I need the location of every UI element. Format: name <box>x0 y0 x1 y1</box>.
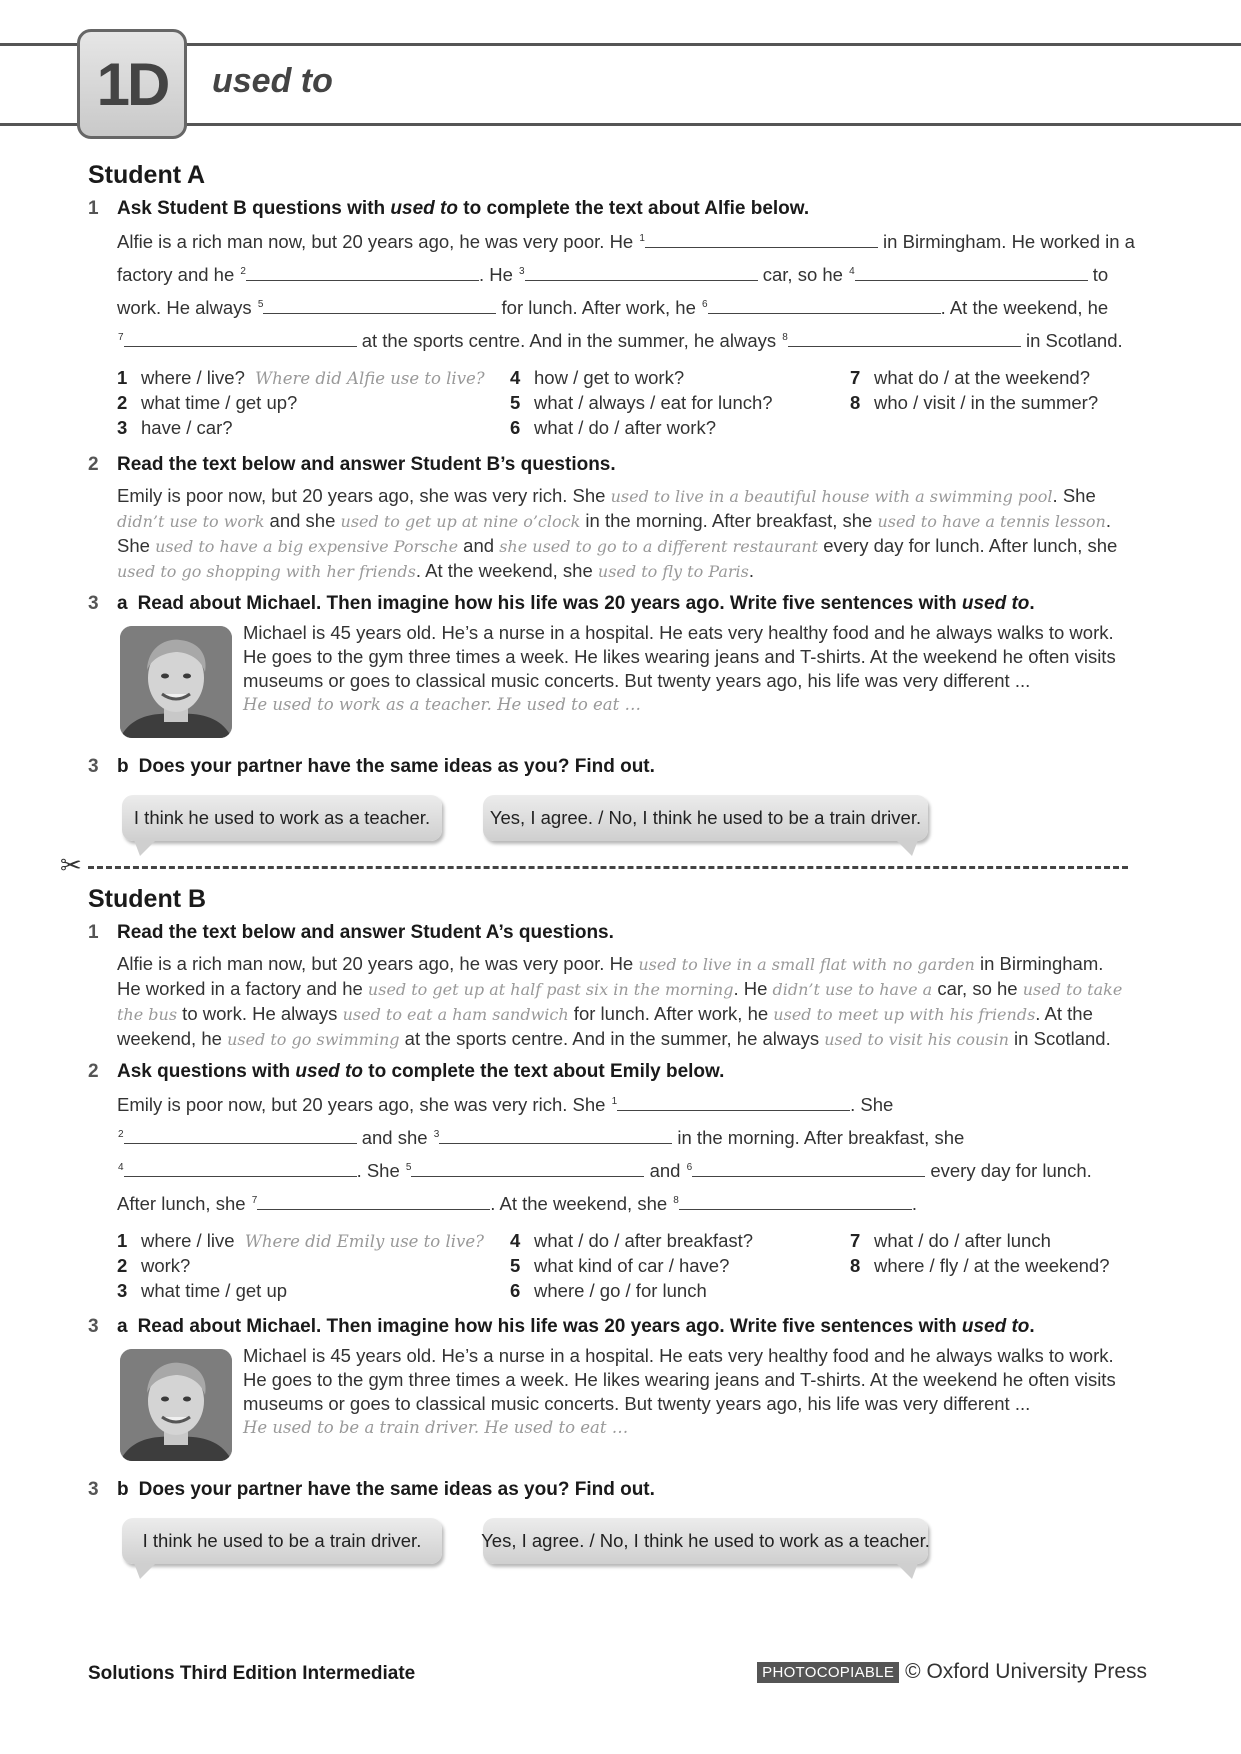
question-item: 7 what / do / after lunch <box>850 1230 1051 1251</box>
question-item: 3 what time / get up <box>117 1280 288 1301</box>
student-b-heading: Student B <box>88 885 207 913</box>
exercise-instruction: b Does your partner have the same ideas as you? Find out. <box>117 1479 655 1500</box>
exercise-instruction: a Read about Michael. Then imagine how his life was 20 years ago. Write five sentences with used to. <box>117 1316 1035 1337</box>
exercise-instruction: Read the text below and answer Student A’s questions. <box>117 922 614 943</box>
answer-blank[interactable] <box>257 1194 490 1210</box>
gap-text-line: $^7$ at the sports centre. And in the summer, he always $^8$ in Scotland. <box>118 330 1123 351</box>
exercise-number: 2 <box>88 454 99 475</box>
scissors-icon: ✂ <box>60 850 82 880</box>
gap-text-line: work. He always $^5$ for lunch. After work, he $^6$ . At the weekend, he <box>117 297 1109 318</box>
gap-text-line: $^2$ and she $^3$ in the morning. After breakfast, she <box>118 1127 965 1148</box>
question-item: 3 have / car? <box>117 417 233 438</box>
exercise-number: 2 <box>88 1061 99 1082</box>
bubble-tail <box>134 1563 160 1579</box>
question-item: 1 where / live Where did Emily use to live? <box>117 1230 484 1251</box>
exercise-instruction: Ask Student B questions with used to to complete the text about Alfie below. <box>117 198 810 219</box>
gap-text-line: Alfie is a rich man now, but 20 years ago, he was very poor. He $^1$ in Birmingham. He worked in a <box>117 231 1135 252</box>
unit-badge: 1D <box>77 29 187 139</box>
answer-blank[interactable] <box>708 298 941 314</box>
gap-text-line: factory and he $^2$ . He $^3$ car, so he $^4$ to <box>117 264 1109 285</box>
question-item: 5 what kind of car / have? <box>510 1255 730 1276</box>
photocopiable-badge: PHOTOCOPIABLE <box>757 1662 899 1683</box>
bubble-tail <box>892 1563 918 1579</box>
question-item: 8 where / fly / at the weekend? <box>850 1255 1110 1276</box>
exercise-instruction: Ask questions with used to to complete the text about Emily below. <box>117 1061 725 1082</box>
gap-text-line: $^4$ . She $^5$ and $^6$ every day for lunch. <box>118 1160 1092 1181</box>
question-item: 6 where / go / for lunch <box>510 1280 707 1301</box>
question-item: 7 what do / at the weekend? <box>850 367 1090 388</box>
answer-blank[interactable] <box>617 1095 850 1111</box>
answer-blank[interactable] <box>645 232 878 248</box>
answer-blank[interactable] <box>246 265 479 281</box>
speech-bubble: I think he used to be a train driver. <box>122 1518 442 1564</box>
speech-bubble: I think he used to work as a teacher. <box>122 795 442 841</box>
answer-blank[interactable] <box>411 1161 644 1177</box>
question-item: 1 where / live? Where did Alfie use to live? <box>117 367 485 388</box>
michael-photo <box>120 1349 232 1461</box>
question-item: 2 work? <box>117 1255 191 1276</box>
answer-blank[interactable] <box>525 265 758 281</box>
exercise-number: 3 <box>88 756 99 777</box>
exercise-number: 1 <box>88 922 99 943</box>
speech-bubble: Yes, I agree. / No, I think he used to work as a teacher. <box>483 1518 928 1564</box>
gap-text-line: After lunch, she $^7$ . At the weekend, she $^8$ . <box>117 1193 917 1214</box>
answer-blank[interactable] <box>855 265 1088 281</box>
speech-bubble: Yes, I agree. / No, I think he used to be a train driver. <box>483 795 928 841</box>
answer-blank[interactable] <box>692 1161 925 1177</box>
footer-copyright: PHOTOCOPIABLE © Oxford University Press <box>757 1660 1147 1684</box>
cut-line <box>88 866 1128 869</box>
exercise-number: 3 <box>88 593 99 614</box>
answer-blank[interactable] <box>439 1128 672 1144</box>
exercise-instruction: a Read about Michael. Then imagine how his life was 20 years ago. Write five sentences with used to. <box>117 593 1035 614</box>
michael-text: Michael is 45 years old. He’s a nurse in a hospital. He eats very healthy food and he always walks to work. He goes to the gym three times a week. He likes wearing jeans and T-shirts. At the weekend he often visits museums or goes to classical music concerts. But twenty years ago, his life was very different ... He used to work as a teacher. He used to eat … <box>243 622 1116 714</box>
answer-blank[interactable] <box>124 331 357 347</box>
question-item: 2 what time / get up? <box>117 392 298 413</box>
bubble-tail <box>134 840 160 856</box>
question-item: 4 how / get to work? <box>510 367 685 388</box>
answer-blank[interactable] <box>679 1194 912 1210</box>
gap-text-line: Emily is poor now, but 20 years ago, she was very rich. She $^1$ . She <box>117 1094 894 1115</box>
answer-blank[interactable] <box>124 1161 357 1177</box>
answer-blank[interactable] <box>263 298 496 314</box>
question-item: 4 what / do / after breakfast? <box>510 1230 754 1251</box>
page-title: used to <box>212 62 333 100</box>
answer-text: Emily is poor now, but 20 years ago, she was very rich. She used to live in a beautiful house with a swimming pool. She didn’t use to work and she used to get up at nine o’clock in the morning. After breakfast, she used to have a tennis lesson. She used to have a big expensive Porsche and she used to go to a different restaurant every day for lunch. After lunch, she used to go shopping with her friends. At the weekend, she used to fly to Paris. <box>117 485 1118 581</box>
question-item: 5 what / always / eat for lunch? <box>510 392 773 413</box>
exercise-number: 3 <box>88 1316 99 1337</box>
bubble-tail <box>892 840 918 856</box>
question-item: 8 who / visit / in the summer? <box>850 392 1099 413</box>
michael-photo <box>120 626 232 738</box>
exercise-number: 3 <box>88 1479 99 1500</box>
exercise-number: 1 <box>88 198 99 219</box>
answer-blank[interactable] <box>788 331 1021 347</box>
exercise-instruction: Read the text below and answer Student B’s questions. <box>117 454 616 475</box>
exercise-instruction: b Does your partner have the same ideas as you? Find out. <box>117 756 655 777</box>
footer-book-title: Solutions Third Edition Intermediate <box>88 1663 416 1684</box>
student-a-heading: Student A <box>88 161 206 189</box>
answer-blank[interactable] <box>124 1128 357 1144</box>
answer-text: Alfie is a rich man now, but 20 years ago, he was very poor. He used to live in a small flat with no garden in Birmingham. He worked in a factory and he used to get up at half past six in the morning. He didn’t use to have a car, so he used to take the bus to work. He always used to eat a ham sandwich for lunch. After work, he used to meet up with his friends. At the weekend, he used to go swimming at the sports centre. And in the summer, he always used to visit his cousin in Scotland. <box>117 953 1123 1049</box>
question-item: 6 what / do / after work? <box>510 417 717 438</box>
michael-text: Michael is 45 years old. He’s a nurse in a hospital. He eats very healthy food and he always walks to work. He goes to the gym three times a week. He likes wearing jeans and T-shirts. At the weekend he often visits museums or goes to classical music concerts. But twenty years ago, his life was very different ... He used to be a train driver. He used to eat … <box>243 1345 1116 1437</box>
